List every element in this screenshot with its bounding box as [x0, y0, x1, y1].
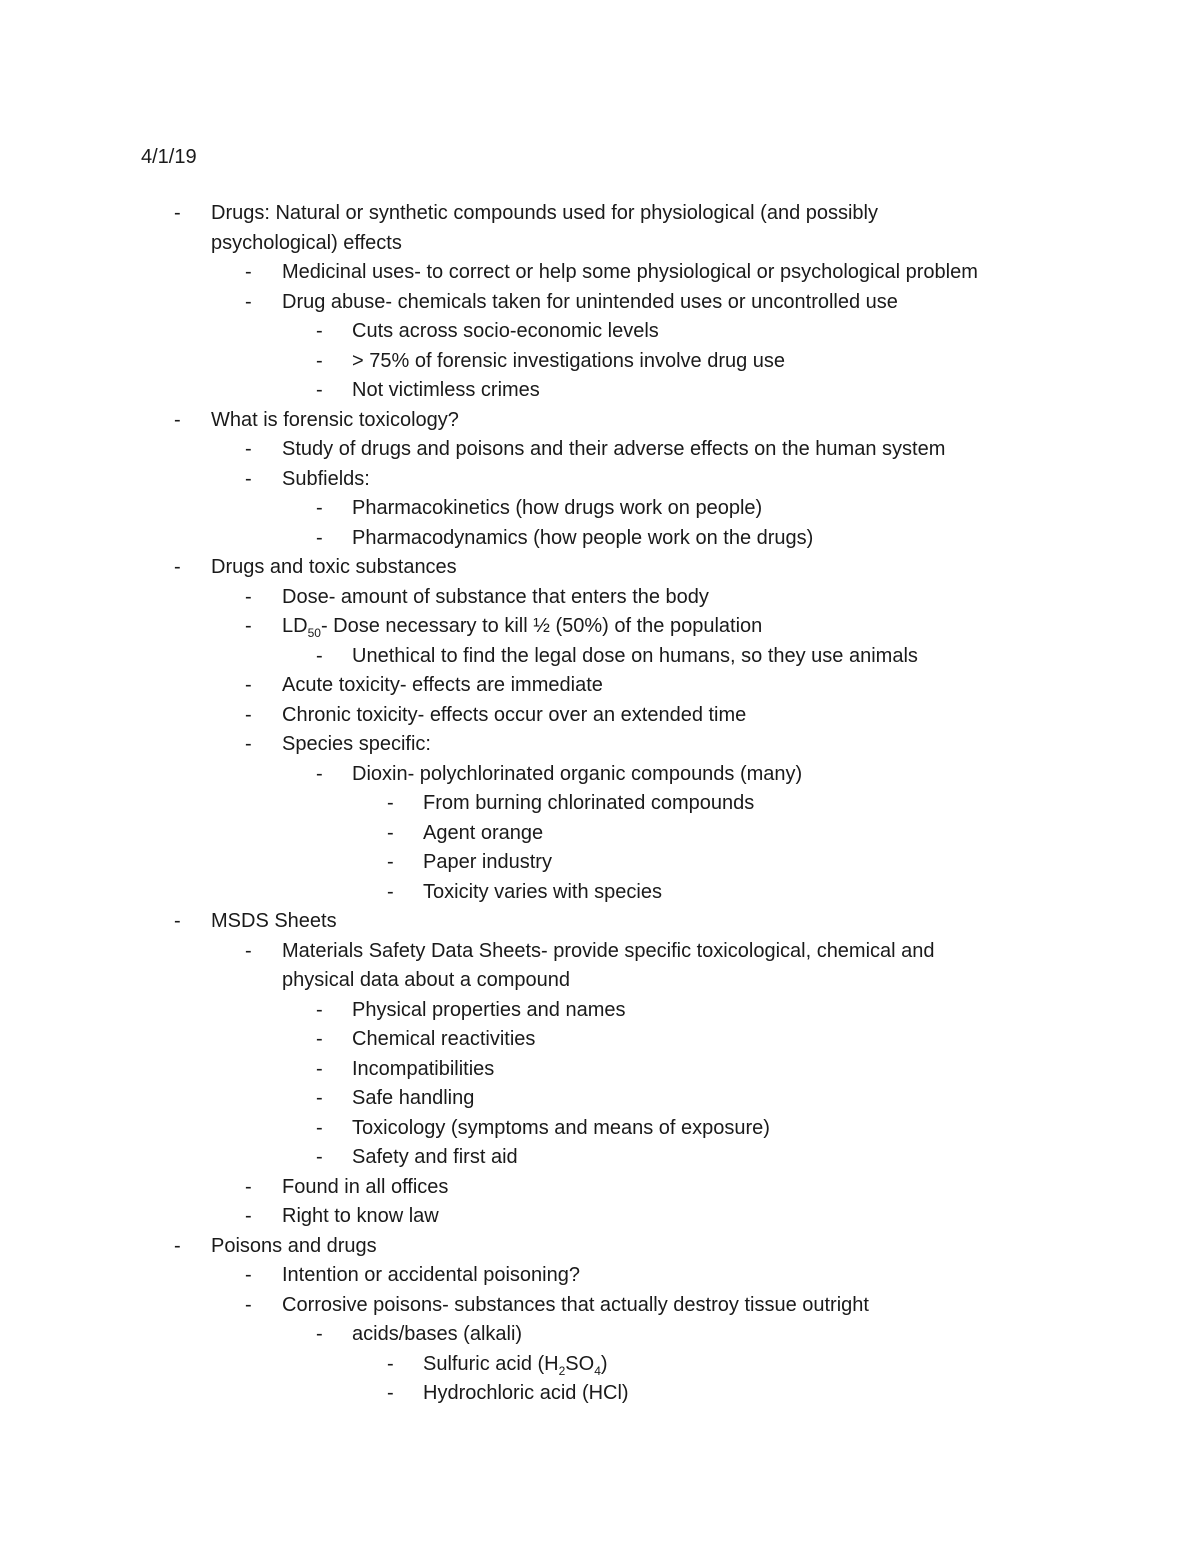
notes-outline: [0, 199, 1200, 1409]
list-item: [0, 789, 1200, 819]
bullet-dash: -: [316, 762, 323, 785]
bullet-dash: -: [316, 1057, 323, 1080]
bullet-dash: -: [245, 1264, 252, 1286]
list-item: [0, 671, 1200, 701]
bullet-dash: -: [174, 408, 181, 431]
item-text: Safety and first aid: [352, 1146, 518, 1168]
item-text: MSDS Sheets: [211, 910, 337, 932]
item-text: acids/bases (alkali): [352, 1323, 523, 1345]
bullet-dash: -: [174, 202, 181, 224]
bullet-dash: -: [316, 998, 323, 1021]
list-item: [0, 1320, 1200, 1350]
item-text: Agent orange: [423, 821, 544, 844]
item-text: Incompatibilities: [352, 1057, 495, 1080]
item-text: Species specific:: [282, 733, 431, 755]
item-text: Right to know law: [282, 1205, 439, 1227]
list-item: [0, 760, 1200, 790]
item-text: Paper industry: [423, 851, 552, 873]
item-text: Chemical reactivities: [352, 1028, 536, 1050]
item-text: Hydrochloric acid (HCl): [423, 1382, 629, 1404]
list-item: [0, 701, 1200, 731]
list-item: [0, 907, 1200, 937]
item-text: Pharmacodynamics (how people work on the drugs): [352, 526, 814, 549]
list-item: [0, 288, 1200, 318]
list-item: [0, 583, 1200, 613]
bullet-dash: -: [245, 1293, 252, 1316]
bullet-dash: -: [245, 467, 252, 490]
item-text: What is forensic toxicology?: [211, 408, 459, 431]
item-text: Safe handling: [352, 1087, 475, 1109]
item-text: Toxicology (symptoms and means of exposure): [352, 1116, 770, 1139]
formula-part: SO: [565, 1352, 595, 1375]
list-item: [0, 1114, 1200, 1144]
formula-part: Sulfuric acid (H: [423, 1352, 559, 1375]
list-item-continuation: [0, 966, 1200, 996]
item-text: [282, 612, 762, 642]
item-text: Unethical to find the legal dose on humans, so they use animals: [352, 644, 918, 667]
list-item: [0, 435, 1200, 465]
bullet-dash: -: [245, 615, 252, 637]
list-item: [0, 465, 1200, 495]
list-item: [0, 1084, 1200, 1114]
bullet-dash: -: [245, 674, 252, 696]
list-item: [0, 730, 1200, 760]
ld-definition: - Dose necessary to kill ½ (50%) of the population: [320, 615, 763, 637]
bullet-dash: -: [316, 1323, 323, 1345]
item-text: Not victimless crimes: [352, 379, 540, 401]
list-item: [0, 819, 1200, 849]
item-text: Dioxin- polychlorinated organic compounds (many): [352, 762, 803, 785]
bullet-dash: -: [387, 880, 394, 903]
list-item: [0, 347, 1200, 377]
list-item: [0, 848, 1200, 878]
item-text: From burning chlorinated compounds: [423, 792, 755, 814]
list-item: [0, 406, 1200, 436]
bullet-dash: -: [316, 349, 323, 372]
bullet-dash: -: [245, 438, 252, 460]
bullet-dash: -: [245, 585, 252, 608]
list-item: [0, 524, 1200, 554]
bullet-dash: -: [245, 939, 252, 962]
formula-part: ): [600, 1352, 608, 1375]
bullet-dash: -: [245, 1175, 252, 1198]
bullet-dash: -: [316, 320, 323, 342]
list-item: [0, 642, 1200, 672]
item-text: Physical properties and names: [352, 998, 626, 1021]
item-text: Dose- amount of substance that enters the body: [282, 585, 709, 608]
item-text: Medicinal uses- to correct or help some physiological or psychological problem: [282, 261, 978, 283]
bullet-dash: -: [245, 703, 252, 726]
item-text: Acute toxicity- effects are immediate: [282, 674, 603, 696]
list-item: [0, 1261, 1200, 1291]
list-item: [0, 1232, 1200, 1262]
item-text: Cuts across socio-economic levels: [352, 320, 659, 342]
bullet-dash: -: [387, 1382, 394, 1404]
item-text: Drugs and toxic substances: [211, 556, 457, 578]
item-text: Study of drugs and poisons and their adverse effects on the human system: [282, 438, 946, 460]
note-date: 4/1/19: [141, 146, 197, 168]
item-text: Toxicity varies with species: [423, 880, 662, 903]
subscript-4: 4: [594, 1363, 601, 1378]
bullet-dash: -: [316, 497, 323, 519]
list-item: [0, 494, 1200, 524]
subscript-2: 2: [558, 1363, 566, 1378]
item-text: Poisons and drugs: [211, 1234, 377, 1257]
item-text: Chronic toxicity- effects occur over an extended time: [282, 703, 747, 726]
bullet-dash: -: [245, 290, 252, 313]
list-item: [0, 612, 1200, 642]
list-item: [0, 1143, 1200, 1173]
subscript-50: 50: [307, 626, 321, 640]
item-text: Drug abuse- chemicals taken for unintended uses or uncontrolled use: [282, 290, 898, 313]
item-text: physical data about a compound: [282, 969, 570, 991]
item-text: Found in all offices: [282, 1175, 449, 1198]
list-item: [0, 1291, 1200, 1321]
item-text: Corrosive poisons- substances that actually destroy tissue outright: [282, 1293, 869, 1316]
list-item: [0, 199, 1200, 229]
bullet-dash: -: [245, 261, 252, 283]
list-item: [0, 996, 1200, 1026]
list-item: [0, 258, 1200, 288]
list-item: [0, 1173, 1200, 1203]
list-item: [0, 1025, 1200, 1055]
bullet-dash: -: [316, 1146, 323, 1168]
list-item-continuation: [0, 229, 1200, 259]
bullet-dash: -: [316, 1087, 323, 1109]
item-text: > 75% of forensic investigations involve drug use: [352, 349, 786, 372]
bullet-dash: -: [174, 556, 181, 578]
item-text: psychological) effects: [211, 231, 402, 254]
list-item: [0, 376, 1200, 406]
item-text: Materials Safety Data Sheets- provide specific toxicological, chemical and: [282, 939, 935, 962]
bullet-dash: -: [316, 1028, 323, 1050]
list-item: [0, 1055, 1200, 1085]
bullet-dash: -: [245, 1205, 252, 1227]
bullet-dash: -: [387, 792, 394, 814]
bullet-dash: -: [387, 821, 394, 844]
bullet-dash: -: [387, 1352, 394, 1375]
bullet-dash: -: [316, 526, 323, 549]
list-item: [0, 1202, 1200, 1232]
bullet-dash: -: [316, 379, 323, 401]
item-text: Intention or accidental poisoning?: [282, 1264, 580, 1286]
ld-prefix: LD: [282, 615, 308, 637]
list-item: [0, 1379, 1200, 1409]
bullet-dash: -: [174, 1234, 181, 1257]
item-text: Pharmacokinetics (how drugs work on people): [352, 497, 763, 519]
list-item: [0, 317, 1200, 347]
bullet-dash: -: [316, 644, 323, 667]
item-text: Drugs: Natural or synthetic compounds used for physiological (and possibly: [211, 202, 879, 224]
bullet-dash: -: [316, 1116, 323, 1139]
list-item: [0, 553, 1200, 583]
bullet-dash: -: [174, 910, 181, 932]
item-text: [423, 1350, 608, 1380]
list-item: [0, 1350, 1200, 1380]
list-item: [0, 878, 1200, 908]
item-text: Subfields:: [282, 467, 370, 490]
bullet-dash: -: [387, 851, 394, 873]
list-item: [0, 937, 1200, 967]
bullet-dash: -: [245, 733, 252, 755]
